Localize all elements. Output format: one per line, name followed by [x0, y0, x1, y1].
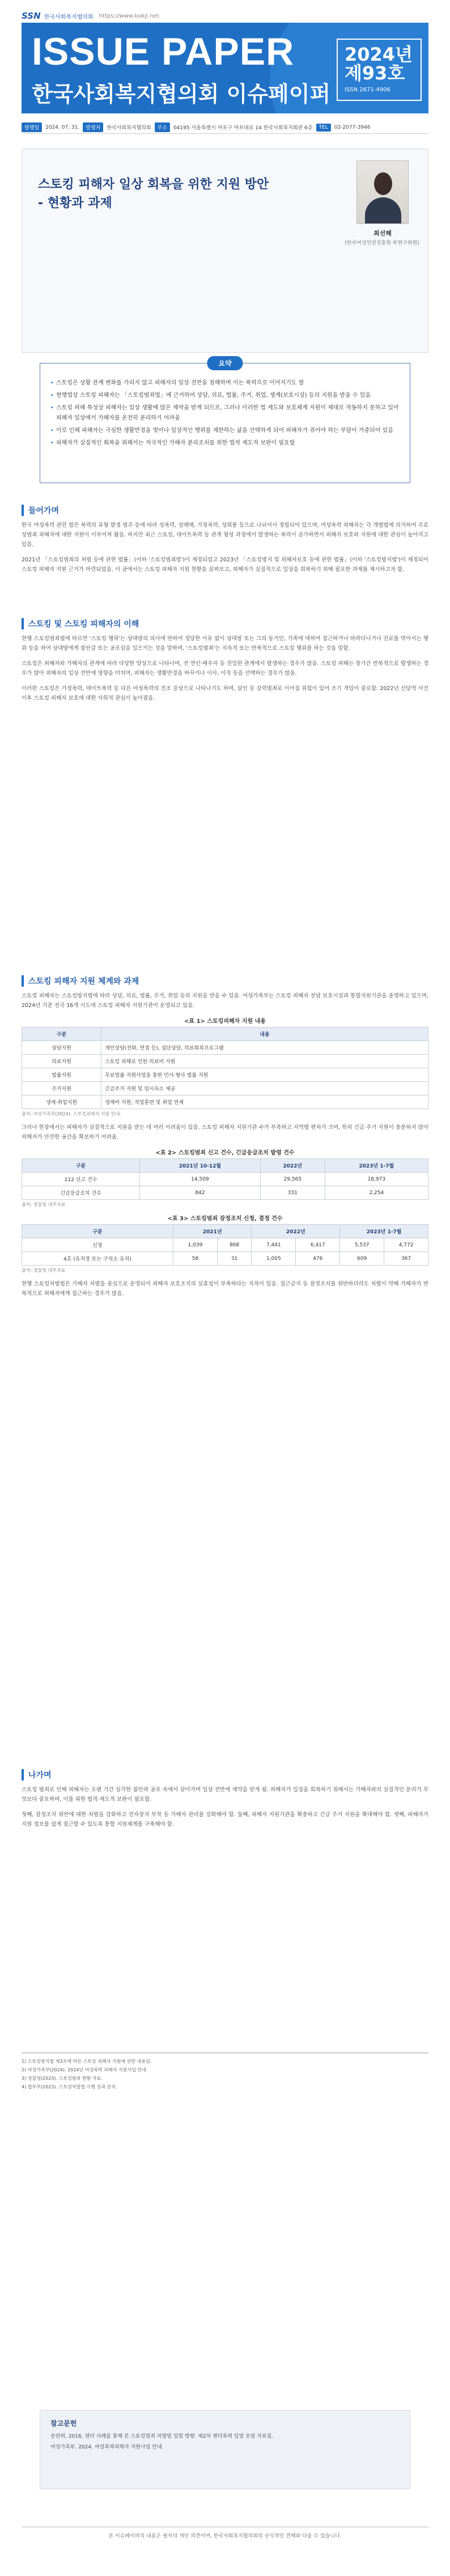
header-logo-bar: [22, 11, 159, 20]
telephone: 02-2077-3946: [334, 124, 371, 130]
table-cell: 4호 (유치장 또는 구치소 유치): [22, 1252, 173, 1266]
article-title: [38, 175, 269, 213]
reference-item: 송란희, 2016, 젠더 사례를 통해 본 스토킹범죄 처벌법 입법 방향. 제2차 젠더폭력 입법 포럼 자료집.: [50, 2434, 274, 2439]
support-content-table: [22, 1027, 428, 1109]
tel-tag: TEL: [316, 124, 331, 132]
table-row: [22, 1186, 428, 1200]
table-cell: 주거지원: [22, 1082, 101, 1095]
table-row: [22, 1082, 428, 1095]
table-header: 2023년 1-7월: [340, 1225, 428, 1238]
author-photo: [356, 160, 409, 224]
table-cell: 5,537: [340, 1238, 384, 1252]
publication-meta-bar: [22, 121, 428, 134]
section-heading: 스토킹 및 스토킹 피해자의 이해: [22, 618, 428, 629]
table-source-note: 출처: 여성가족부(2024). 스토킹피해자 지원 안내.: [22, 1111, 121, 1116]
footnote: 4) 법무부(2023). 스토킹처벌법 시행 성과 분석.: [22, 2084, 117, 2089]
references-title: 참고문헌: [50, 2420, 77, 2427]
paragraph: 스토킹 범죄로 인해 피해자는 오랜 기간 심각한 불안과 공포 속에서 살아가며 일상 전반에 제약을 받게 됨. 피해자가 일상을 회복하기 위해서는 가해자와의 실질적인 분리가 무엇보다 중요하며, 이를 위한 법적·제도적 보완이 필요함.: [22, 1787, 428, 1803]
summary-item: • 스토킹은 상황 관계 변화를 가리지 않고 피해자의 일상 전반을 침해하며 이는 폭력으로 이어지기도 함: [50, 378, 402, 388]
table-header: 2023년 1-7월: [325, 1159, 428, 1173]
table-row: [22, 1095, 428, 1109]
paragraph: 한국 여성폭력 관련 법은 폭력의 유형 발생 범주 등에 따라 성폭력, 성매매, 가정폭력, 성희롱 등으로 나뉘어서 정립되어 있으며, 여성폭력 피해자는 각 개별법에 의거하여 주로 성범죄 피해자에 대한 지원이 이루어져 왔음. 하지만 최근 스토킹, 데이트폭력 등 관계 형성 과정에서 발생하는 폭력이 증가하면서 피해자 보호와 지원에 대한 관심이 높아지고 있음.: [22, 522, 428, 548]
section-conclusion: [22, 1769, 428, 1835]
org-url[interactable]: https://www.bokji.net: [99, 12, 159, 19]
table-header: 구분: [22, 1027, 101, 1041]
author-affiliation: (한국여성인권진흥원 부연구위원): [345, 240, 419, 246]
publish-date: 2024. 07. 31.: [45, 124, 80, 130]
provisional-measure-table: [22, 1224, 428, 1266]
paragraph: 그러나 현장에서는 피해자가 실질적으로 지원을 받는 데 여러 어려움이 있음. 스토킹 피해자 지원기관 수가 부족하고 지역별 편차가 크며, 특히 긴급 주거 지원이 충분하지 않아 피해자가 안전한 공간을 확보하기 어려움.: [22, 1124, 428, 1140]
section-understanding: [22, 618, 428, 709]
publisher: 한국사회복지협의회: [107, 125, 151, 131]
table-cell: 367: [384, 1252, 428, 1266]
section-heading: 스토킹 피해자 지원 체계와 과제: [22, 975, 428, 987]
footnotes: [22, 2053, 428, 2092]
paragraph: 현행 스토킹처벌법은 가해자 처벌을 중심으로 운영되어 피해자 보호조치의 실효성이 부족하다는 지적이 있음. 접근금지 등 잠정조치를 위반하더라도 처벌이 약해 가해자가 반복적으로 피해자에게 접근하는 경우가 많음.: [22, 1281, 428, 1297]
summary-list: [50, 378, 402, 451]
table-row: [22, 1252, 428, 1266]
article-title-line1: 스토킹 피해자 일상 회복을 위한 지원 방안: [38, 177, 269, 192]
table-header: 구분: [22, 1225, 173, 1238]
table-cell: 긴급주거 지원 및 임시숙소 제공: [101, 1082, 428, 1095]
issue-number: 제93호: [345, 62, 405, 84]
table-cell: 18,973: [325, 1173, 428, 1186]
paragraph: 이러한 스토킹은 가정폭력, 데이트폭력 등 다른 여성폭력의 전조 증상으로 나타나기도 하며, 살인 등 강력범죄로 이어질 위험이 있어 조기 개입이 중요함. 2022년 신당역 사건 이후 스토킹 피해자 보호에 대한 사회적 관심이 높아졌음.: [22, 686, 428, 701]
table-cell: 긴급응급조치 건수: [22, 1186, 140, 1200]
headline-box: [22, 149, 428, 353]
table-cell: 6,417: [296, 1238, 340, 1252]
address-tag: 주소: [155, 122, 170, 132]
summary-label: 요약: [207, 356, 243, 370]
issn: ISSN 2671-4906: [345, 87, 390, 94]
ssn-logo: SSN: [22, 11, 41, 21]
table-header: 구분: [22, 1159, 140, 1173]
section-heading: 들어가며: [22, 505, 428, 516]
table-cell: 868: [217, 1238, 252, 1252]
summary-item: • 피해자가 실질적인 회복을 위해서는 적극적인 가해자 분리조치를 위한 법적 제도적 보완이 필요함: [50, 438, 402, 449]
table-cell: 609: [340, 1252, 384, 1266]
table-cell: 생계·취업지원: [22, 1095, 101, 1109]
table-row: [22, 1055, 428, 1068]
banner-title-ko: 한국사회복지협의회 이슈페이퍼: [32, 82, 331, 107]
table-cell: 무료법률 지원사업을 통한 민사·형사 법률 지원: [101, 1068, 428, 1082]
publisher-tag: 발행처: [83, 122, 103, 132]
footer-disclaimer: 본 이슈페이퍼의 내용은 필자의 개인 의견이며, 한국사회복지협의회의 공식적인 견해와 다를 수 있습니다.: [22, 2527, 428, 2539]
section-heading: 나가며: [22, 1769, 428, 1780]
table-row: [22, 1173, 428, 1186]
table-cell: 4,772: [384, 1238, 428, 1252]
author-photo-body: [365, 197, 401, 224]
table-cell: 29,565: [260, 1173, 325, 1186]
table-cell: 331: [260, 1186, 325, 1200]
table-cell: 상담지원: [22, 1041, 101, 1055]
summary-item: • 스토킹 피해 특성상 피해자는 일상 생활에 많은 제약을 받게 되므로, 그러나 이러한 법 제도와 보호체계 지원이 제대로 작동하지 못하고 있어 피해자 일상에서 가해자를 온전히 분리하기 어려움: [50, 403, 402, 424]
table-caption: <표 1> 스토킹피해자 지원 내용: [184, 1018, 266, 1025]
reference-item: 여성가족부. 2024. 여성폭력피해자 지원사업 안내.: [50, 2444, 164, 2450]
table-header: 2022년: [260, 1159, 325, 1173]
footnote: 2) 여성가족부(2024). 2024년 여성폭력 피해자 지원사업 안내.: [22, 2067, 148, 2072]
title-banner: [22, 23, 428, 113]
table-cell: 476: [296, 1252, 340, 1266]
address: 04195 서울특별시 마포구 마포대로 14 한국사회복지회관 6층: [173, 125, 313, 131]
issue-year: 2024년: [345, 44, 413, 65]
table-row: [22, 1238, 428, 1252]
paragraph: 2021년 「스토킹범죄의 처벌 등에 관한 법률」(이하 '스토킹범죄법')이 제정되었고 2023년 「스토킹방지 및 피해자보호 등에 관한 법률」(이하 '스토킹방지법')이 제정되어 스토킹 피해자 지원 근거가 마련되었음. 이 글에서는 스토킹 피해자 지원 현황을 살펴보고, 피해자가 실질적으로 일상을 회복하기 위해 필요한 과제를 제시하고자 함.: [22, 557, 428, 573]
table-header: 내용: [101, 1027, 428, 1041]
table-cell: 법률지원: [22, 1068, 101, 1082]
table-cell: 생계비 지원, 직업훈련 및 취업 연계: [101, 1095, 428, 1109]
table-row: [22, 1068, 428, 1082]
summary-item: • 이로 인해 피해자는 극심한 생활반경을 벗어나 일상적인 행위를 제한하는 삶을 선택하게 되어 피해자가 겪어야 하는 부담이 가중되어 있음: [50, 426, 402, 436]
org-name: 한국사회복지협의회: [44, 14, 94, 20]
issue-number-box: [337, 39, 422, 101]
table-cell: 1,005: [252, 1252, 296, 1266]
paragraph: 스토킹은 피해자와 가해자의 관계에 따라 다양한 양상으로 나타나며, 전 연인·배우자 등 친밀한 관계에서 발생하는 경우가 많음. 스토킹 피해는 장기간 반복적으로 발생하는 경우가 많아 피해자의 일상 전반에 영향을 미치며, 피해자는 생활반경을 바꾸거나 이사, 이직 등을 선택하는 경우가 많음.: [22, 661, 428, 676]
section-support-system: [22, 975, 428, 1304]
table-cell: 1,039: [173, 1238, 217, 1252]
summary-box: [40, 359, 410, 483]
table-caption: <표 3> 스토킹범죄 잠정조치 신청, 결정 건수: [167, 1216, 283, 1222]
banner-title-en: ISSUE PAPER: [32, 30, 295, 73]
table-cell: 58: [173, 1252, 217, 1266]
paragraph: 스토킹 피해자는 스토킹방지법에 따라 상담, 의료, 법률, 주거, 취업 등의 지원을 받을 수 있음. 여성가족부는 스토킹 피해자 전담 보호시설과 통합지원기관을 운영하고 있으며, 2024년 기준 전국 16개 시도에 스토킹 피해자 지원기관이 운영되고 있음.: [22, 993, 428, 1009]
table-caption: <표 2> 스토킹범죄 신고 건수, 긴급응급조치 발령 건수: [155, 1150, 295, 1156]
table-header: 2021년: [173, 1225, 252, 1238]
footnote: 1) 스토킹방지법 제3조에 따른 스토킹 피해자 지원에 관한 내용임.: [22, 2059, 152, 2064]
table-header: 2022년: [252, 1225, 340, 1238]
table-header: 2021년 10-12월: [140, 1159, 261, 1173]
table-cell: 개인상담(전화, 면접 등), 집단상담, 의료회복프로그램: [101, 1041, 428, 1055]
table-cell: 스토킹 피해로 인한 의료비 지원: [101, 1055, 428, 1068]
paragraph: 첫째, 잠정조치 위반에 대한 처벌을 강화하고 전자장치 부착 등 가해자 관리를 강화해야 함. 둘째, 피해자 지원기관을 확충하고 긴급 주거 지원을 확대해야 함. 셋째, 피해자가 지원 정보를 쉽게 접근할 수 있도록 통합 지원체계를 구축해야 함.: [22, 1812, 428, 1828]
summary-item: • 현행법상 스토킹 피해자는 「스토킹범죄법」에 근거하여 상담, 의료, 법률, 주거, 취업, 생계(보호시설) 등의 지원을 받을 수 있음: [50, 391, 402, 401]
table-row: [22, 1041, 428, 1055]
report-count-table: [22, 1158, 428, 1200]
table-cell: 의료지원: [22, 1055, 101, 1068]
table-source-note: 출처: 경찰청 내부자료: [22, 1202, 66, 1207]
table-cell: 842: [140, 1186, 261, 1200]
paragraph: 현행 스토킹범죄법에 따르면 '스토킹 행위'는 상대방의 의사에 반하여 정당한 이유 없이 상대방 또는 그의 동거인, 가족에 대하여 접근하거나 따라다니거나 진로를 막아서는 행위 등을 하여 상대방에게 불안감 또는 공포심을 일으키는 것을 말하며, '스토킹범죄'는 지속적 또는 반복적으로 스토킹 행위를 하는 것을 말함.: [22, 636, 428, 652]
table-cell: 신청: [22, 1238, 173, 1252]
table-cell: 2,254: [325, 1186, 428, 1200]
article-title-line2: - 현황과 과제: [38, 196, 112, 210]
table-source-note: 출처: 경찰청 내부자료: [22, 1268, 66, 1273]
references-box: [40, 2410, 410, 2489]
table-cell: 112 신고 건수: [22, 1173, 140, 1186]
section-intro: [22, 505, 428, 580]
date-tag: 발행일: [22, 122, 42, 132]
author-name: 최선혜: [373, 230, 392, 237]
table-cell: 31: [217, 1252, 252, 1266]
footnote: 3) 경찰청(2023). 스토킹범죄 현황 자료.: [22, 2076, 103, 2081]
author-photo-head: [374, 172, 392, 195]
table-cell: 7,441: [252, 1238, 296, 1252]
table-cell: 14,509: [140, 1173, 261, 1186]
